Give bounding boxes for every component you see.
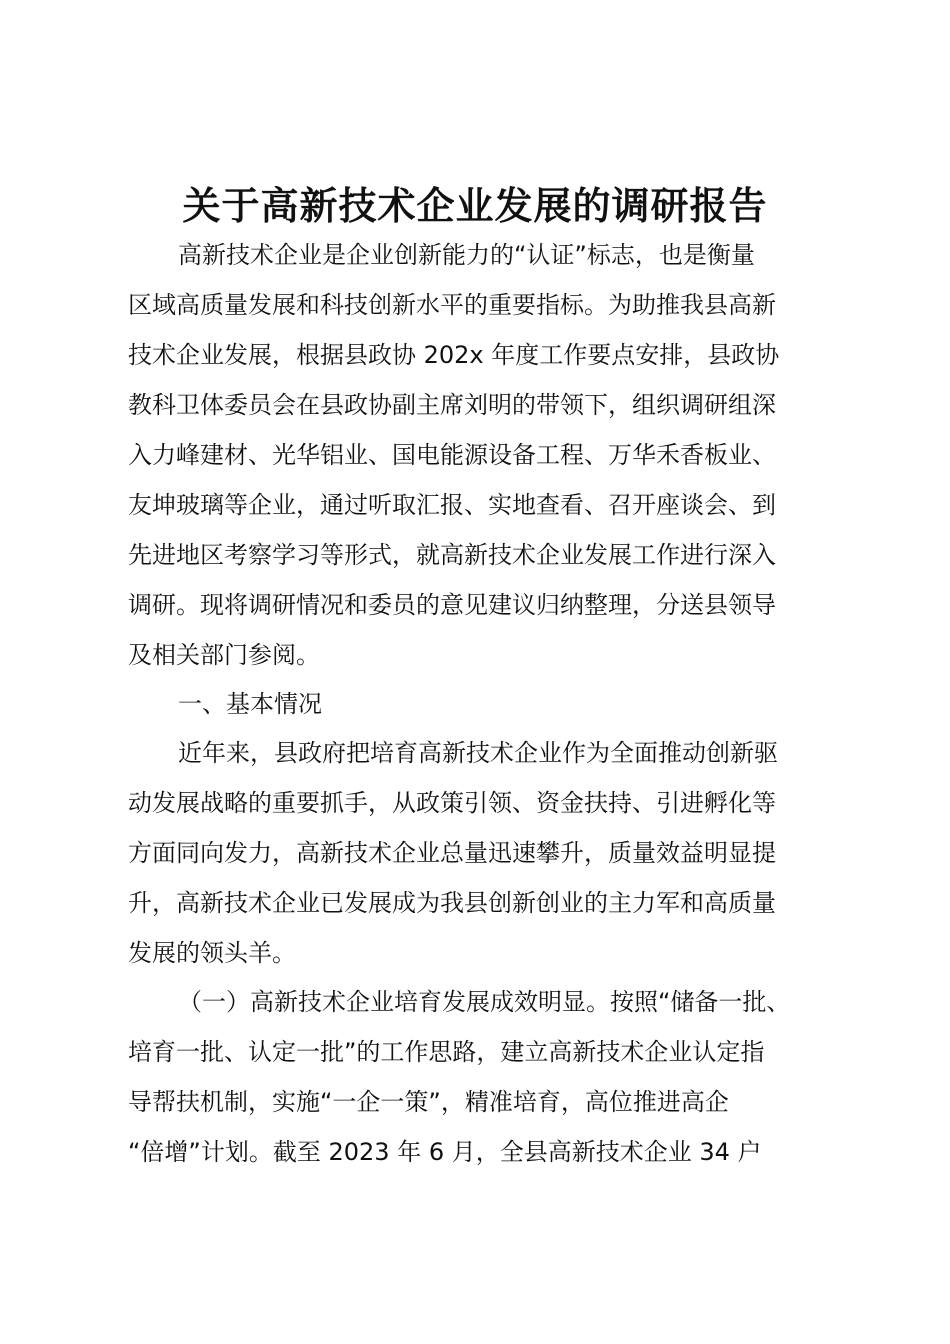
paragraph-line: 及相关部门参阅。 <box>128 641 320 669</box>
paragraph-line: 培育一批、认定一批”的工作思路，建立高新技术企业认定指 <box>128 1038 765 1066</box>
paragraph-line: 发展的领头羊。 <box>128 939 296 967</box>
section-heading: 一、基本情况 <box>178 690 322 718</box>
paragraph-line: 升，高新技术企业已发展成为我县创新创业的主力军和高质量 <box>128 889 776 917</box>
paragraph-line: 友坤玻璃等企业，通过听取汇报、实地查看、召开座谈会、到 <box>128 491 776 519</box>
document-title: 关于高新技术企业发展的调研报告 <box>182 183 768 228</box>
paragraph-line: 先进地区考察学习等形式，就高新技术企业发展工作进行深入 <box>128 541 776 569</box>
paragraph-line: 入力峰建材、光华铝业、国电能源设备工程、万华禾香板业、 <box>128 441 776 469</box>
paragraph-line: 技术企业发展，根据县政协 202x 年度工作要点安排，县政协 <box>128 341 780 369</box>
paragraph-line: （一）高新技术企业培育发展成效明显。按照“储备一批、 <box>178 988 791 1016</box>
paragraph-line: 区域高质量发展和科技创新水平的重要指标。为助推我县高新 <box>128 291 776 319</box>
paragraph-line: 教科卫体委员会在县政协副主席刘明的带领下，组织调研组深 <box>128 391 776 419</box>
paragraph-line: 近年来，县政府把培育高新技术企业作为全面推动创新驱 <box>178 739 778 767</box>
paragraph-line: 导帮扶机制，实施“一企一策”，精准培育，高位推进高企 <box>128 1088 729 1116</box>
paragraph-line: 方面同向发力，高新技术企业总量迅速攀升，质量效益明显提 <box>128 839 776 867</box>
paragraph-line: 调研。现将调研情况和委员的意见建议归纳整理，分送县领导 <box>128 591 776 619</box>
paragraph-line: 动发展战略的重要抓手，从政策引领、资金扶持、引进孵化等 <box>128 789 776 817</box>
paragraph-line: “倍增”计划。截至 2023 年 6 月，全县高新技术企业 34 户 <box>128 1138 762 1166</box>
paragraph-line: 高新技术企业是企业创新能力的“认证”标志，也是衡量 <box>178 241 755 269</box>
